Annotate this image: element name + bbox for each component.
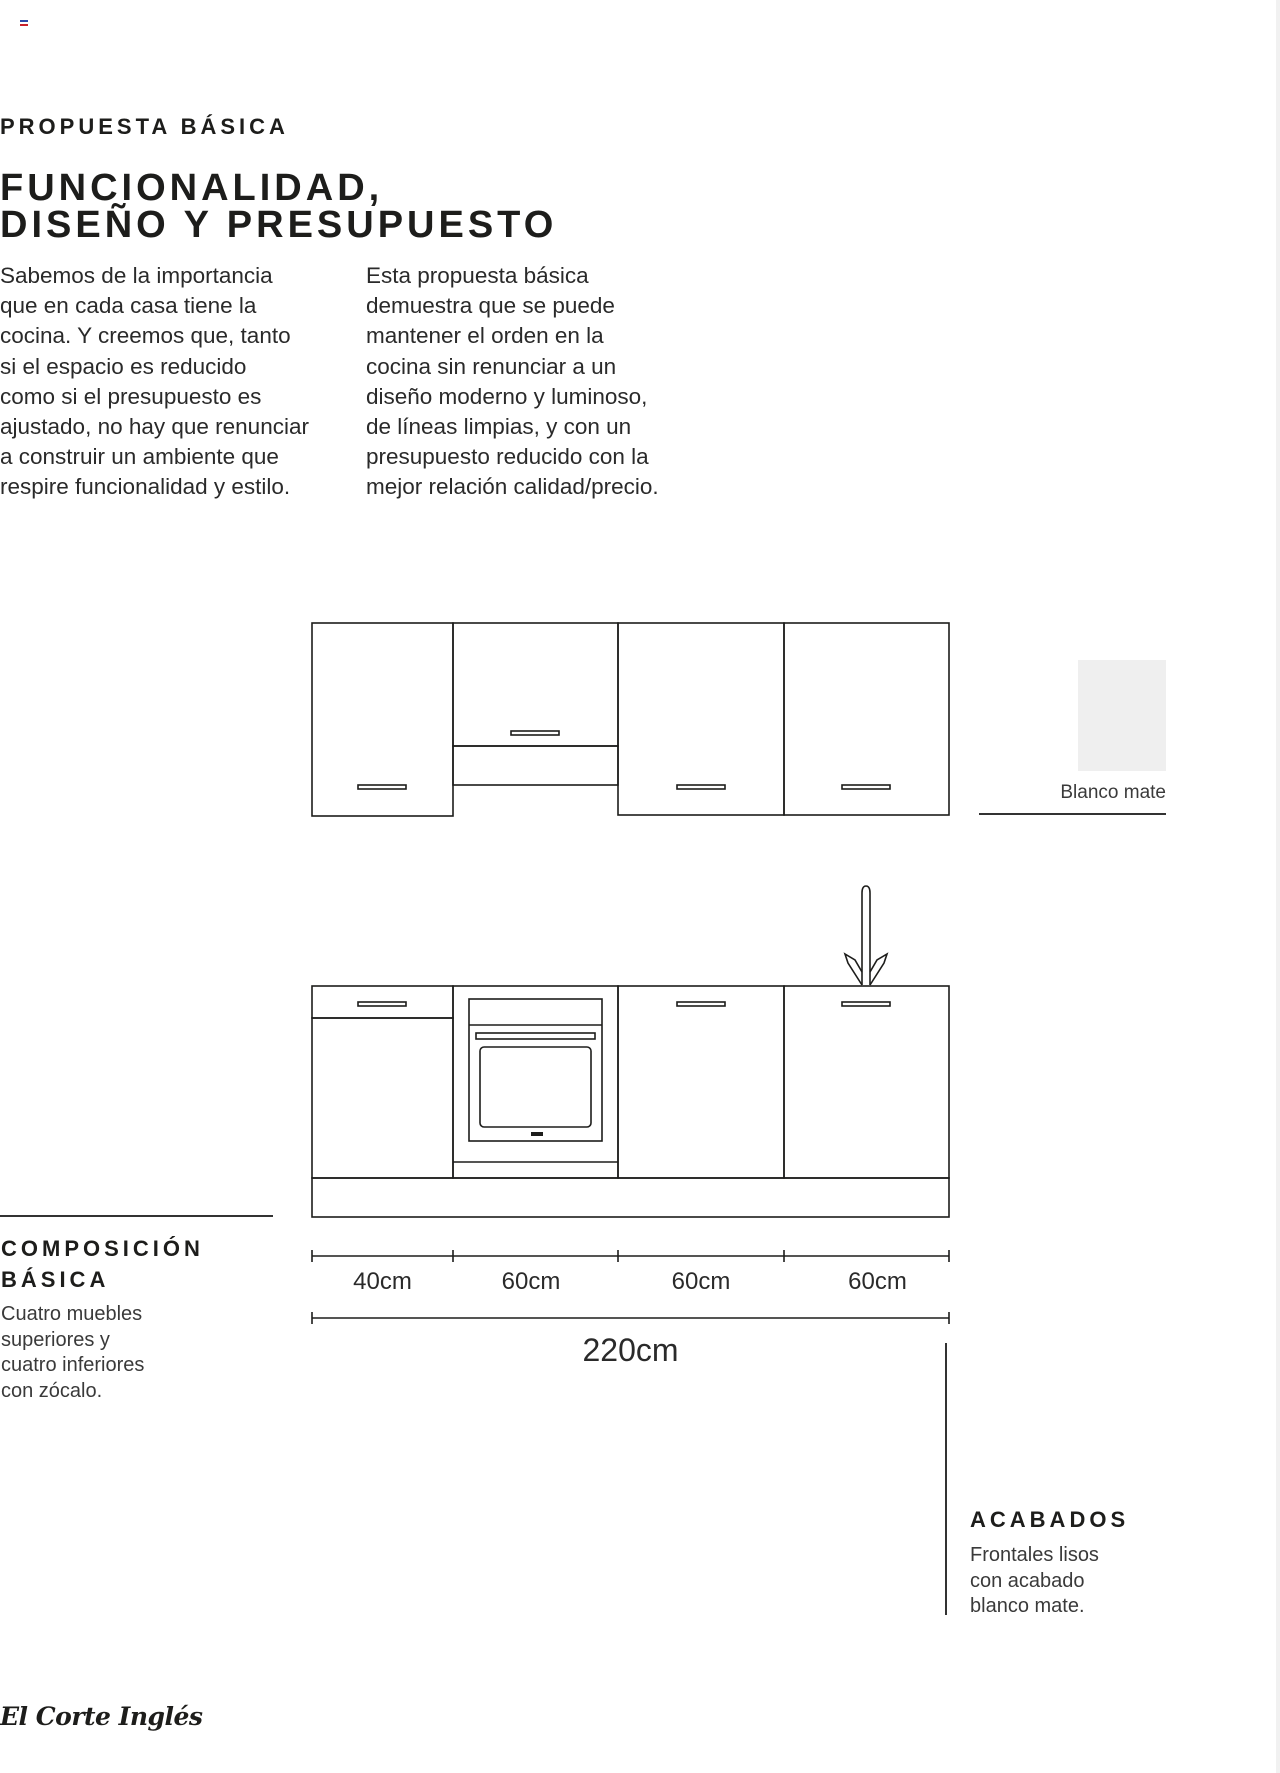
- upper-cabinet-2-flap: [453, 746, 618, 785]
- composition-line: superiores y: [1, 1328, 110, 1351]
- intro-line: demuestra que se puede: [366, 293, 615, 319]
- handle: [358, 1002, 406, 1006]
- intro-line: ajustado, no hay que renunciar: [0, 414, 309, 440]
- intro-line: si el espacio es reducido: [0, 353, 247, 379]
- acabados-heading: ACABADOS: [970, 1507, 1130, 1532]
- section-kicker: PROPUESTA BÁSICA: [0, 114, 289, 139]
- handle: [842, 785, 890, 789]
- composition-line: con zócalo.: [1, 1379, 103, 1402]
- lower-cabinet-3: [618, 986, 784, 1178]
- finish-swatch-label: Blanco mate: [1060, 782, 1166, 803]
- dimension-label: 40cm: [353, 1268, 412, 1295]
- brand-logo: El Corte Inglés: [0, 1702, 203, 1731]
- dimension-label: 60cm: [501, 1268, 561, 1295]
- faucet-icon: [845, 886, 887, 985]
- upper-cabinet-1: [312, 623, 453, 816]
- title-line-1: FUNCIONALIDAD,: [0, 167, 384, 209]
- composition-rule: [0, 1215, 273, 1217]
- acabados-line: blanco mate.: [970, 1595, 1085, 1617]
- intro-line: mantener el orden en la: [366, 323, 604, 349]
- dimension-label: 60cm: [848, 1268, 907, 1295]
- composition-heading: [1, 1233, 204, 1295]
- lower-cabinet-4: [784, 986, 949, 1178]
- composition-heading-line: BÁSICA: [1, 1267, 110, 1292]
- intro-line: Esta propuesta básica: [366, 263, 589, 288]
- total-dimension-label: 220cm: [582, 1332, 679, 1368]
- intro-line: Sabemos de la importancia: [0, 263, 273, 288]
- handle: [842, 1002, 890, 1006]
- title-line-2: DISEÑO Y PRESUPUESTO: [0, 204, 558, 246]
- handle: [677, 1002, 725, 1006]
- handle: [511, 731, 559, 735]
- composition-heading-line: COMPOSICIÓN: [1, 1236, 204, 1261]
- dimension-label: 60cm: [671, 1268, 731, 1295]
- plinth: [312, 1178, 949, 1217]
- intro-line: respire funcionalidad y estilo.: [0, 474, 291, 500]
- oven-window: [480, 1047, 591, 1127]
- intro-line: mejor relación calidad/precio.: [366, 474, 659, 500]
- acabados-line: con acabado: [970, 1569, 1085, 1592]
- intro-line: presupuesto reducido con la: [366, 444, 649, 470]
- intro-line: a construir un ambiente que: [0, 444, 279, 470]
- swatch-rule: [979, 813, 1166, 815]
- upper-cabinet-2: [453, 623, 618, 746]
- upper-cabinet-3: [618, 623, 784, 815]
- intro-line: diseño moderno y luminoso,: [366, 383, 648, 409]
- acabados-line: Frontales lisos: [970, 1544, 1099, 1566]
- lower-cabinet-1: [312, 1018, 453, 1178]
- finish-swatch: [1078, 660, 1166, 771]
- intro-line: como si el presupuesto es: [0, 383, 262, 409]
- composition-line: Cuatro muebles: [1, 1303, 143, 1325]
- intro-line: que en cada casa tiene la: [0, 293, 257, 319]
- upper-cabinet-4: [784, 623, 949, 815]
- oven-housing: [453, 986, 618, 1178]
- oven-knob: [531, 1132, 543, 1136]
- handle: [358, 785, 406, 789]
- intro-line: de líneas limpias, y con un: [366, 414, 632, 440]
- acabados-rule: [945, 1343, 947, 1615]
- intro-line: cocina. Y creemos que, tanto: [0, 323, 291, 349]
- handle: [677, 785, 725, 789]
- composition-line: cuatro inferiores: [1, 1354, 145, 1376]
- acabados-text: [970, 1543, 1099, 1620]
- intro-line: cocina sin renunciar a un: [366, 353, 617, 379]
- oven-control-bar: [476, 1033, 595, 1039]
- composition-text: [1, 1302, 144, 1404]
- oven-frame: [469, 999, 602, 1141]
